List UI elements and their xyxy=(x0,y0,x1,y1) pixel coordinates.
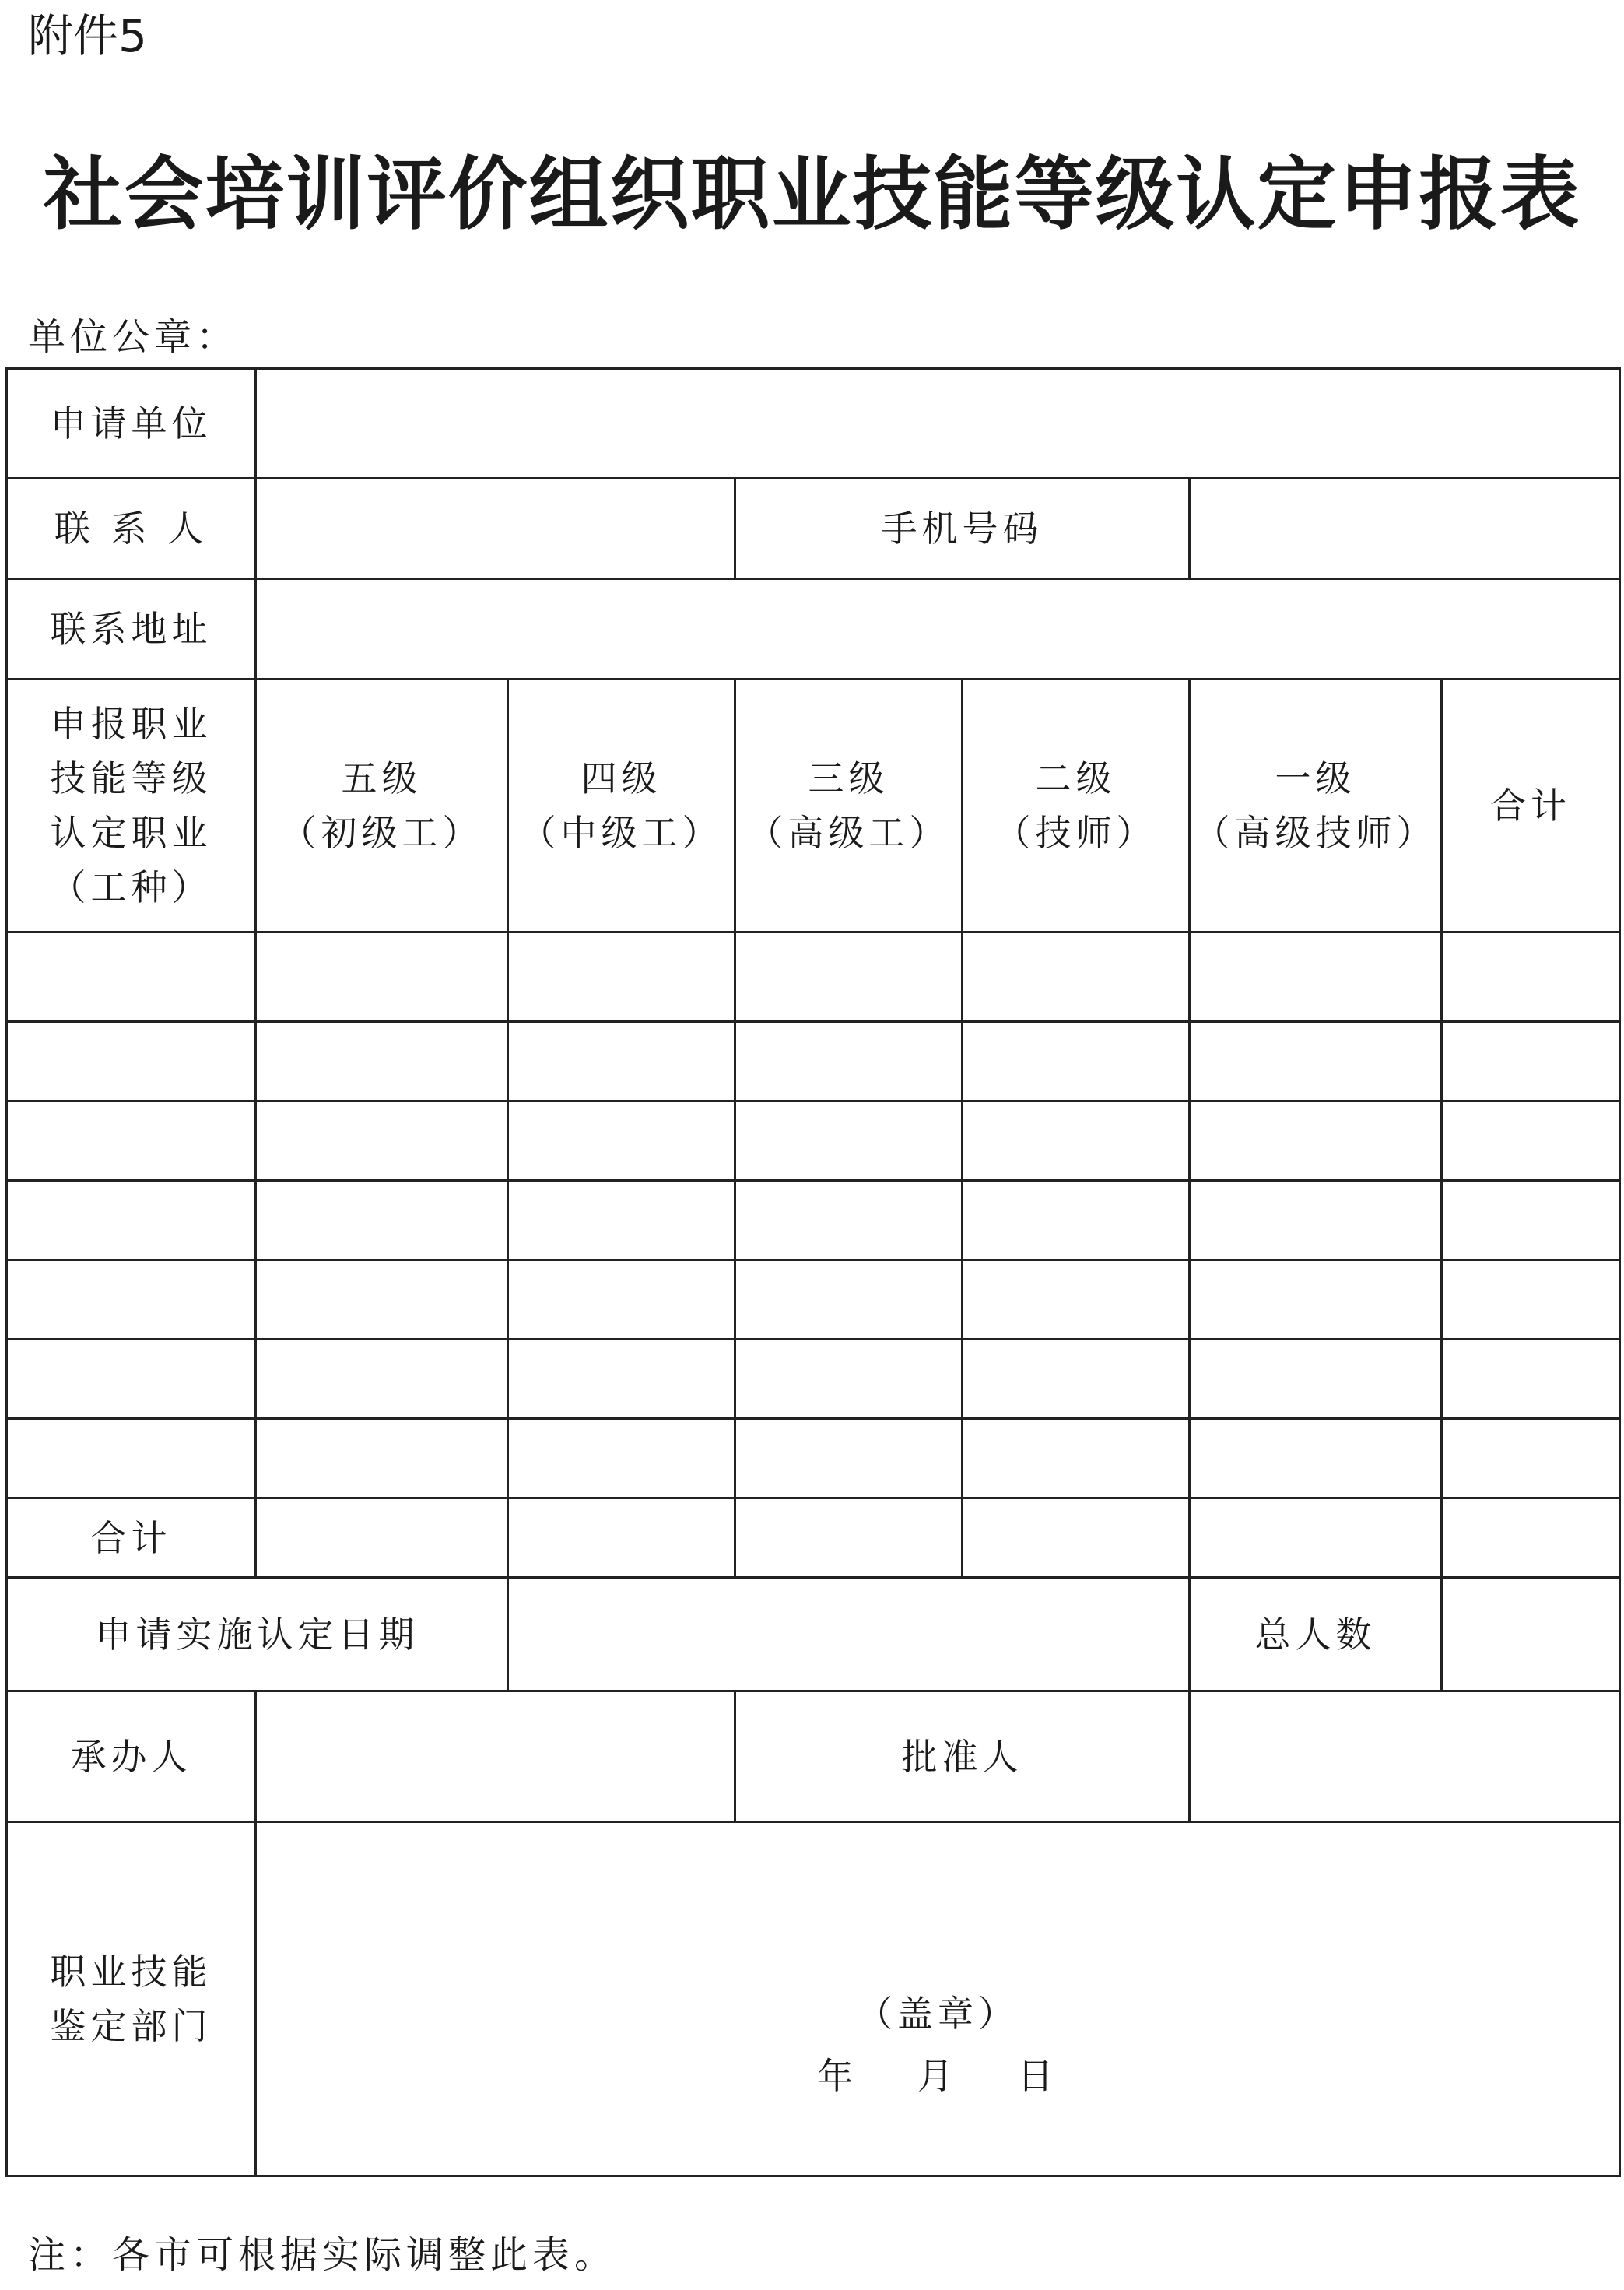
date-year: 年 xyxy=(817,2055,858,2097)
row-contact xyxy=(7,479,1620,579)
field-approver[interactable] xyxy=(1190,1691,1620,1822)
label-contact-person: 联 系 人 xyxy=(7,479,256,579)
entry-cell[interactable] xyxy=(1442,1419,1620,1498)
table-row xyxy=(7,1260,1620,1340)
row-level-headers xyxy=(7,680,1620,933)
field-mobile[interactable] xyxy=(1190,479,1620,579)
entry-cell[interactable] xyxy=(735,1181,963,1260)
entry-cell[interactable] xyxy=(735,1340,963,1419)
entry-cell[interactable] xyxy=(508,1022,735,1101)
entry-cell[interactable] xyxy=(1442,1022,1620,1101)
entry-cell[interactable] xyxy=(963,1340,1190,1419)
header-total: 合计 xyxy=(1442,680,1620,933)
entry-cell[interactable] xyxy=(7,1022,256,1101)
field-contact-person[interactable] xyxy=(256,479,735,579)
entry-cell[interactable] xyxy=(1442,1181,1620,1260)
date-line xyxy=(257,2045,1619,2107)
entry-cell[interactable] xyxy=(735,1419,963,1498)
header-level-3: 三级 （高级工） xyxy=(735,680,963,933)
entry-cell[interactable] xyxy=(1442,933,1620,1022)
table-row xyxy=(7,1022,1620,1101)
entry-cell[interactable] xyxy=(256,1022,508,1101)
total-cell[interactable] xyxy=(256,1498,508,1578)
unit-seal-label: 单位公章： xyxy=(28,315,239,359)
header-level-2: 二级 （技师） xyxy=(963,680,1190,933)
entry-cell[interactable] xyxy=(508,1260,735,1340)
row-dept xyxy=(7,1822,1620,2176)
total-cell[interactable] xyxy=(508,1498,735,1578)
field-total-people[interactable] xyxy=(1442,1578,1620,1691)
entry-cell[interactable] xyxy=(1190,933,1442,1022)
label-total-row: 合计 xyxy=(7,1498,256,1578)
entry-cell[interactable] xyxy=(7,933,256,1022)
label-address: 联系地址 xyxy=(7,579,256,680)
label-mobile: 手机号码 xyxy=(735,479,1190,579)
row-handler-approver xyxy=(7,1691,1620,1822)
total-cell[interactable] xyxy=(735,1498,963,1578)
entry-cell[interactable] xyxy=(1190,1101,1442,1181)
entry-cell[interactable] xyxy=(508,1419,735,1498)
attachment-label: 附件5 xyxy=(28,9,147,62)
page-title: 社会培训评价组织职业技能等级认定申报表 xyxy=(43,148,1581,241)
table-row xyxy=(7,1181,1620,1260)
entry-cell[interactable] xyxy=(1442,1260,1620,1340)
row-applicant-unit xyxy=(7,369,1620,479)
entry-cell[interactable] xyxy=(256,1101,508,1181)
entry-cell[interactable] xyxy=(256,933,508,1022)
entry-cell[interactable] xyxy=(256,1340,508,1419)
label-dept: 职业技能 鉴定部门 xyxy=(7,1822,256,2176)
entry-cell[interactable] xyxy=(508,1101,735,1181)
field-handler[interactable] xyxy=(256,1691,735,1822)
entry-cell[interactable] xyxy=(963,1022,1190,1101)
date-month: 月 xyxy=(917,2055,958,2097)
total-cell[interactable] xyxy=(1442,1498,1620,1578)
entry-cell[interactable] xyxy=(1442,1101,1620,1181)
application-form-table xyxy=(5,367,1621,2177)
date-day: 日 xyxy=(1017,2055,1058,2097)
entry-cell[interactable] xyxy=(735,1101,963,1181)
entry-cell[interactable] xyxy=(7,1419,256,1498)
table-row xyxy=(7,933,1620,1022)
total-cell[interactable] xyxy=(963,1498,1190,1578)
header-level-5: 五级 （初级工） xyxy=(256,680,508,933)
label-impl-date: 申请实施认定日期 xyxy=(7,1578,508,1691)
entry-cell[interactable] xyxy=(1190,1419,1442,1498)
entry-cell[interactable] xyxy=(735,933,963,1022)
entry-cell[interactable] xyxy=(963,1181,1190,1260)
row-total xyxy=(7,1498,1620,1578)
entry-cell[interactable] xyxy=(1190,1181,1442,1260)
entry-cell[interactable] xyxy=(508,933,735,1022)
entry-cell[interactable] xyxy=(735,1022,963,1101)
table-row xyxy=(7,1340,1620,1419)
field-impl-date[interactable] xyxy=(508,1578,1190,1691)
entry-cell[interactable] xyxy=(963,1101,1190,1181)
label-handler: 承办人 xyxy=(7,1691,256,1822)
entry-cell[interactable] xyxy=(1190,1260,1442,1340)
field-address[interactable] xyxy=(256,579,1620,680)
header-level-4: 四级 （中级工） xyxy=(508,680,735,933)
entry-cell[interactable] xyxy=(1442,1340,1620,1419)
entry-cell[interactable] xyxy=(508,1181,735,1260)
label-approver: 批准人 xyxy=(735,1691,1190,1822)
entry-cell[interactable] xyxy=(963,933,1190,1022)
entry-cell[interactable] xyxy=(1190,1340,1442,1419)
footer-note: 注：各市可根据实际调整此表。 xyxy=(28,2233,617,2277)
entry-cell[interactable] xyxy=(7,1340,256,1419)
entry-cell[interactable] xyxy=(256,1419,508,1498)
total-cell[interactable] xyxy=(1190,1498,1442,1578)
label-applicant-unit: 申请单位 xyxy=(7,369,256,479)
seal-text: （盖章） xyxy=(857,1993,1019,2035)
entry-cell[interactable] xyxy=(963,1260,1190,1340)
dept-approval-area[interactable] xyxy=(256,1822,1620,2176)
table-row xyxy=(7,1101,1620,1181)
label-total-people: 总人数 xyxy=(1190,1578,1442,1691)
entry-cell[interactable] xyxy=(256,1260,508,1340)
entry-cell[interactable] xyxy=(7,1181,256,1260)
table-row xyxy=(7,1419,1620,1498)
entry-cell[interactable] xyxy=(256,1181,508,1260)
header-occupation: 申报职业 技能等级 认定职业 （工种） xyxy=(7,680,256,933)
field-applicant-unit[interactable] xyxy=(256,369,1620,479)
entry-cell[interactable] xyxy=(508,1340,735,1419)
header-level-1: 一级 （高级技师） xyxy=(1190,680,1442,933)
entry-cell[interactable] xyxy=(7,1101,256,1181)
entry-cell[interactable] xyxy=(735,1260,963,1340)
entry-cell[interactable] xyxy=(1190,1022,1442,1101)
row-impl-date xyxy=(7,1578,1620,1691)
entry-cell[interactable] xyxy=(963,1419,1190,1498)
row-address xyxy=(7,579,1620,680)
entry-cell[interactable] xyxy=(7,1260,256,1340)
